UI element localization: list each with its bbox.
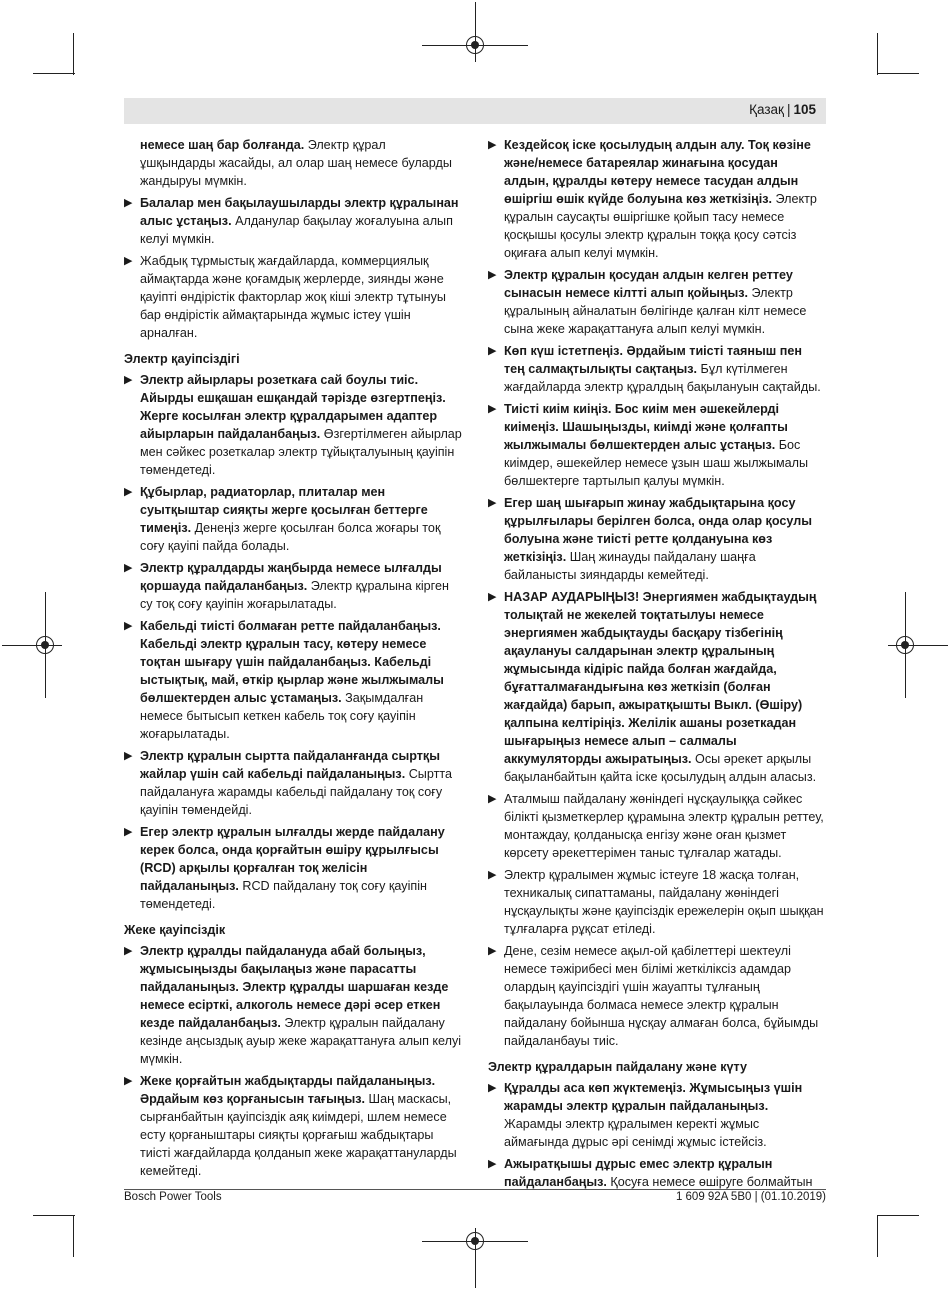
body-text: Денеңіз жерге қосылған болса жоғары тоқ соғу қауіпі пайда болады.: [140, 521, 441, 553]
bold-text: Көп күш істетпеңіз. Әрдайым тиісті таяныш пен тең салмақтылықты сақтаңыз.: [504, 344, 802, 376]
bullet-arrow-icon: ▶: [124, 750, 133, 762]
bullet-arrow-icon: ▶: [488, 497, 497, 509]
bold-text: Тиісті киім киіңіз. Бос киім мен әшекейлерді киімеңіз. Шашыңызды, киімді және қолғапты жылжымалы бөлшектерден алыс ұстаңыз.: [504, 402, 788, 452]
body-text: Аталмыш пайдалану жөніндегі нұсқаулыққа сәйкес білікті қызметкерлер құрамына электр құралын реттеу, монтаждау, қолданысқа енгізу және оған қызмет көрсету әрекеттерімен таныс тұлғалар жатады.: [504, 792, 824, 860]
bullet-arrow-icon: ▶: [124, 620, 133, 632]
body-text: Электр құралының айналатын бөлігінде қалған кілт немесе сына жеке жарақаттануға алып келуі мүмкін.: [504, 286, 807, 336]
body-text: Өзгертілмеген айырлар мен сәйкес розеткалар электр тұйықталуының қауіпін төмендетеді.: [140, 427, 462, 477]
bullet-arrow-icon: ▶: [488, 403, 497, 415]
bullet-arrow-icon: ▶: [488, 793, 497, 805]
bullet-arrow-icon: ▶: [124, 374, 133, 386]
body-text: Электр құралымен жұмыс істеуге 18 жасқа толған, техникалық сипаттаманы, пайдалану жөніндегі нұсқаулықты және қауіпсіздік ережелерін оқып шыққан тұлғаларға рұқсат етіледі.: [504, 868, 824, 936]
body-text: Зақымдалған немесе бытысып кеткен кабель тоқ соғу қауіпін жоғарылатады.: [140, 691, 424, 741]
page-header: [124, 98, 826, 124]
bold-text: Электр құралын қосудан алдын келген реттеу сынасын немесе кілтті алып қойыңыз.: [504, 268, 793, 300]
body-text: Электр құрал ұшқындарды жасайды, ал олар шаң немесе буларды жандыруы мүмкін.: [140, 138, 452, 188]
bullet-arrow-icon: ▶: [124, 197, 133, 209]
list-item: [488, 866, 826, 938]
list-item: [124, 371, 464, 479]
bullet-arrow-icon: ▶: [488, 869, 497, 881]
list-item: [124, 823, 464, 913]
footer-divider: [124, 1189, 826, 1190]
bullet-arrow-icon: ▶: [488, 945, 497, 957]
list-item: [488, 588, 826, 786]
list-item: [124, 747, 464, 819]
list-item: [488, 942, 826, 1050]
bullet-arrow-icon: ▶: [488, 269, 497, 281]
bullet-arrow-icon: ▶: [124, 486, 133, 498]
bold-text: Кабельді тиісті болмаған ретте пайдаланбаңыз. Кабельді электр құралын тасу, көтеру немесе тоқтан шығару үшін пайдаланбаңыз. Кабельді ыстықтық, май, өткір қырлар және жылжымалы бөлшектерден алыс ұстамаңыз.: [140, 619, 444, 705]
bold-text: Егер шаң шығарып жинау жабдықтарына қосу құрылғылары берілген болса, онда олар қосулы болуына және тиісті ретте қолдануына көз жеткізіңіз.: [504, 496, 812, 564]
section-heading: Электр қауіпсіздігі: [124, 352, 240, 366]
footer-doc-id: 1 609 92A 5B0 | (01.10.2019): [675, 1191, 826, 1203]
bullet-arrow-icon: ▶: [124, 826, 133, 838]
bullet-arrow-icon: ▶: [488, 139, 497, 151]
bold-text: Жеке қорғайтын жабдықтарды пайдаланыңыз. Әрдайым көз қорғанысын тағыңыз.: [140, 1074, 436, 1106]
left-column: [124, 136, 464, 1184]
bullet-arrow-icon: ▶: [124, 255, 133, 267]
body-text: Алданулар бақылау жоғалуына алып келуі мүмкін.: [140, 214, 453, 246]
body-text: Шаң маскасы, сырғанбайтын қауіпсіздік аяқ киімдері, шлем немесе есту қорғаныштары сияқты қорғағыш жабдықтары тиісті жағдайларда қолданып жеке жарақаттануларды кемейтеді.: [140, 1092, 457, 1178]
paragraph: [140, 136, 464, 190]
list-item: [124, 559, 464, 613]
list-item: [124, 617, 464, 743]
crop-mark: [73, 33, 74, 75]
body-text: Қосуға немесе өшіруге болмайтын: [606, 1175, 813, 1189]
bold-text: Электр құралын сыртта пайдаланғанда сыртқы жайлар үшін сай кабельді пайдаланыңыз.: [140, 749, 440, 781]
list-item: [124, 942, 464, 1068]
bold-text: Құралды аса көп жүктемеңіз. Жұмысыңыз үшін жарамды электр құралын пайдаланыңыз.: [504, 1081, 803, 1113]
bullet-arrow-icon: ▶: [488, 1082, 497, 1094]
bold-text: Ажыратқышы дұрыс емес электр құралын пайдаланбаңыз.: [504, 1157, 773, 1189]
bold-text: Электр құралдарды жаңбырда немесе ылғалды қоршауда пайдаланбаңыз.: [140, 561, 442, 593]
crop-mark: [877, 1215, 919, 1216]
bold-text: Егер электр құралын ылғалды жерде пайдалану керек болса, онда қорғайтын өшіру құрылғысы (RCD) арқылы қорғалған тоқ желісін пайдаланыңыз.: [140, 825, 445, 893]
crop-mark: [877, 73, 919, 74]
bullet-arrow-icon: ▶: [124, 945, 133, 957]
registration-mark-icon: [466, 1232, 484, 1250]
body-text: Электр құралын пайдалану кезінде аңсыздық ауыр жеке жарақаттануға алып келуі мүмкін.: [140, 1016, 462, 1066]
list-item: [488, 1155, 826, 1191]
section-heading: Жеке қауіпсіздік: [124, 923, 226, 937]
list-item: [488, 494, 826, 584]
crop-mark: [877, 1215, 878, 1257]
list-item: [124, 483, 464, 555]
body-text: Электр құралын саусақты өшіргішке қойып тасу немесе қосқышы қосулы электр құралын тоққа қосу сәтсіз оқиғаға алып келуі мүмкін.: [504, 192, 817, 260]
bullet-arrow-icon: ▶: [124, 562, 133, 574]
registration-mark-icon: [896, 636, 914, 654]
body-text: Жарамды электр құралымен керекті жұмыс аймағында дұрыс әрі сенімді жұмыс істейсіз.: [504, 1117, 767, 1149]
list-item: [124, 1072, 464, 1180]
footer-publisher: Bosch Power Tools: [124, 1191, 222, 1203]
bullet-arrow-icon: ▶: [488, 345, 497, 357]
body-text: Бұл күтілмеген жағдайларда электр құралдың бақылануын сақтайды.: [504, 362, 821, 394]
list-item: [488, 266, 826, 338]
crop-mark: [73, 1215, 74, 1257]
bold-text: немесе шаң бар болғанда.: [140, 138, 305, 152]
list-item: [124, 194, 464, 248]
list-item: [488, 342, 826, 396]
body-text: Осы әрекет арқылы бақыланбайтын қайта іске қосылудың алдын аласыз.: [504, 752, 817, 784]
list-item: [488, 790, 826, 862]
body-text: Электр құралына кірген су тоқ соғу қауіпін жоғарылатады.: [140, 579, 449, 611]
crop-mark: [877, 33, 878, 75]
page-number: 105: [793, 102, 816, 117]
header-language: Қазақ: [749, 102, 784, 117]
list-item: [488, 1079, 826, 1151]
crop-mark: [33, 73, 75, 74]
header-separator: |: [786, 102, 791, 117]
bullet-arrow-icon: ▶: [488, 1158, 497, 1170]
body-text: RCD пайдалану тоқ соғу қауіпін төмендетеді.: [140, 879, 427, 911]
bold-text: Электр айырлары розеткаға сай боулы тиіс. Айырды ешқашан ешқандай тәрізде өзгертпеңіз. Жерге косылған электр құралдарымен адаптер айырларын пайдаланбаңыз.: [140, 373, 446, 441]
bold-text: Кездейсоқ іске қосылудың алдын алу. Тоқ көзіне және/немесе батареялар жинағына қосудан алдын, құралды көтеру немесе тасудан алдын өшіргіш өшік күйде болуына көз жеткізіңіз.: [504, 138, 811, 206]
list-item: [124, 252, 464, 342]
body-text: Бос киімдер, әшекейлер немесе ұзын шаш жылжымалы бөлшектерге тартылып қалуы мүмкін.: [504, 438, 809, 488]
bold-text: Электр құралды пайдалануда абай болыңыз, жұмысыңызды бақылаңыз және парасатты пайдаланыңыз. Электр құралды шаршаған кезде немесе есірткі, алкоголь немесе дәрі әсер еткен кезде пайдаланбаңыз.: [140, 944, 449, 1030]
bold-text: Құбырлар, радиаторлар, плиталар мен суытқыштар сияқты жерге қосылған беттерге тимеңіз.: [140, 485, 428, 535]
crop-mark: [33, 1215, 75, 1216]
bullet-arrow-icon: ▶: [488, 591, 497, 603]
right-column: [488, 136, 826, 1195]
body-text: Шаң жинауды пайдалану шаңға байланысты зияндарды кемейтеді.: [504, 550, 756, 582]
body-text: Дене, сезім немесе ақыл-ой қабілеттері шектеулі немесе тәжірибесі мен білімі жеткіліксіз адамдар олардың қауіпсіздігі үшін жауапты тұлғаның бақылауында болмаса немесе электр құралын пайдалану бойынша нұсқау алмаған болса, бұйымды пайдаланбауы тиіс.: [504, 944, 819, 1048]
list-item: [488, 400, 826, 490]
registration-mark-icon: [466, 36, 484, 54]
bold-text: НАЗАР АУДАРЫҢЫЗ! Энергиямен жабдықтаудың толықтай не жекелей тоқтатылуы немесе энергиямен жабдықтауды басқару тізбегінің ақаулануы салдарынан электр құралының жұмысында кідіріс пайда болған жағдайда, бұғатталмағандығына көз жеткізіп (болған жағдайда) барып, ажыратқышты Выкл. (Өшіру) қалпына келтіріңіз. Желілік ашаны розеткадан шығарыңыз немесе алып – салмалы аккумуляторды ажыратыңыз.: [504, 590, 817, 766]
registration-mark-icon: [36, 636, 54, 654]
body-text: Жабдық тұрмыстық жағдайларда, коммерциялық аймақтарда және қоғамдық жерлерде, зиянды және қауіпті өндірістік факторлар жоқ кіші электр тұтынуы бар өндірістік аймақтарында жұмыс істеу үшін арналған.: [140, 254, 446, 340]
list-item: [488, 136, 826, 262]
header-text: [749, 102, 816, 117]
section-heading: Электр құралдарын пайдалану және күту: [488, 1060, 748, 1074]
bold-text: Балалар мен бақылаушыларды электр құралынан алыс ұстаңыз.: [140, 196, 459, 228]
body-text: Сыртта пайдалануға жарамды кабельді пайдалану тоқ соғу қауіпін төмендейді.: [140, 767, 452, 817]
bullet-arrow-icon: ▶: [124, 1075, 133, 1087]
